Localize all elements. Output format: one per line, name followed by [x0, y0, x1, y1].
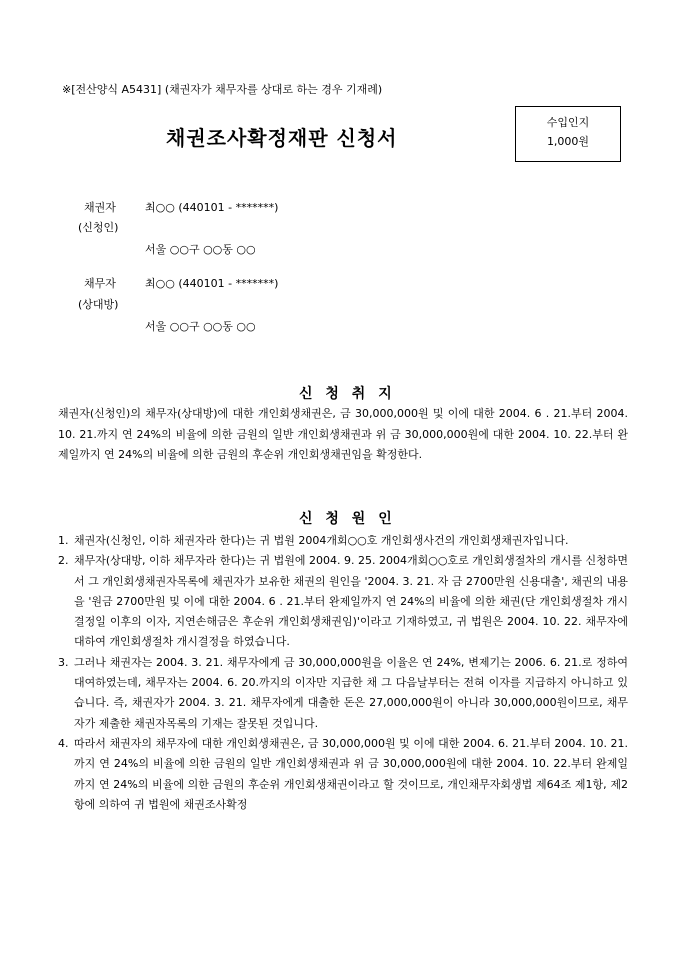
reason-item	[58, 531, 628, 551]
debtor-address: 서울 ○○구 ○○동 ○○	[145, 320, 256, 333]
debtor-name: 최○○ (440101 - *******)	[145, 277, 279, 290]
form-header-note: ※[전산양식 A5431] (채권자가 채무자를 상대로 하는 경우 기재례)	[62, 83, 383, 96]
reason-item	[58, 653, 628, 734]
creditor-address: 서울 ○○구 ○○동 ○○	[145, 243, 256, 256]
reason-number: 4.	[58, 736, 69, 750]
creditor-name: 최○○ (440101 - *******)	[145, 201, 279, 214]
reasons-heading: 신 청 원 인	[299, 511, 396, 527]
reason-item	[58, 734, 628, 815]
stamp-amount: 1,000원	[546, 135, 590, 148]
debtor-role-label: 채무자	[84, 277, 116, 290]
reason-text: 채권자(신청인, 이하 채권자라 한다)는 귀 법원 2004개회○○호 개인회생사건의 개인회생채권자입니다.	[74, 534, 569, 547]
reason-text: 채무자(상대방, 이하 채무자라 한다)는 귀 법원에 2004. 9. 25. 2004개회○○호로 개인회생절차의 개시를 신청하면서 그 개인회생채권자목록에 채권자가 보유한 채권의 원인을 '2004. 3. 21. 자 금 2700만원 신용대출', 채권의 내용을 '원금 2700만원 및 이에 대한 2004. 6 . 21.부터 완제일까지 연 24%의 비율에 의한 채권(단 개인회생절차 개시결정일 이후의 이자, 지연손해금은 후순위 개인회생채권임)'이라고 기재하였고, 귀 법원은 2004. 10. 22. 채무자에 대하여 개인회생절차 개시결정을 하였습니다.	[74, 554, 628, 649]
stamp-label: 수입인지	[546, 116, 590, 129]
reason-text: 따라서 채권자의 채무자에 대한 개인회생채권은, 금 30,000,000원 및 이에 대한 2004. 6. 21.부터 2004. 10. 21.까지 연 24%의 비율에 의한 금원의 일반 개인회생채권과 위 금 30,000,000원에 대한 2004. 10. 22.부터 완제일까지 연 24%의 비율에 의한 금원의 후순위 개인회생채권이라고 할 것이므로, 개인채무자회생법 제64조 제1항, 제2항에 의하여 귀 법원에 채권조사확정	[74, 736, 628, 811]
reason-number: 2.	[58, 554, 69, 568]
reason-text: 그러나 채권자는 2004. 3. 21. 채무자에게 금 30,000,000원을 이율은 연 24%, 변제기는 2006. 6. 21.로 정하여 대여하였는데, 채무자는 2004. 6. 20.까지의 이자만 지급한 채 그 다음날부터는 전혀 이자를 지급하지 아니하고 있습니다. 즉, 채권자가 2004. 3. 21. 채무자에게 대출한 돈은 27,000,000원이 아니라 30,000,000원이므로, 채무자가 제출한 채권자목록의 기재는 잘못된 것입니다.	[74, 655, 628, 730]
reason-number: 3.	[58, 655, 69, 669]
creditor-role-sub: (신청인)	[78, 221, 119, 234]
debtor-role-sub: (상대방)	[78, 298, 119, 311]
revenue-stamp-box	[515, 106, 621, 162]
creditor-role-label: 채권자	[84, 201, 116, 214]
reason-item	[58, 551, 628, 652]
reason-number: 1.	[58, 534, 69, 547]
purpose-heading: 신 청 취 지	[299, 386, 396, 402]
purpose-text: 채권자(신청인)의 채무자(상대방)에 대한 개인회생채권은, 금 30,000,000원 및 이에 대한 2004. 6 . 21.부터 2004. 10. 21.까지 연 24%의 비율에 의한 금원의 일반 개인회생채권과 위 금 30,000,000원에 대한 2004. 10. 22.부터 완제일까지 연 24%의 비율에 의한 금원의 후순위 개인회생채권임을 확정한다.	[58, 407, 628, 462]
reasons-list	[58, 531, 628, 815]
document-title: 채권조사확정재판 신청서	[166, 126, 398, 150]
